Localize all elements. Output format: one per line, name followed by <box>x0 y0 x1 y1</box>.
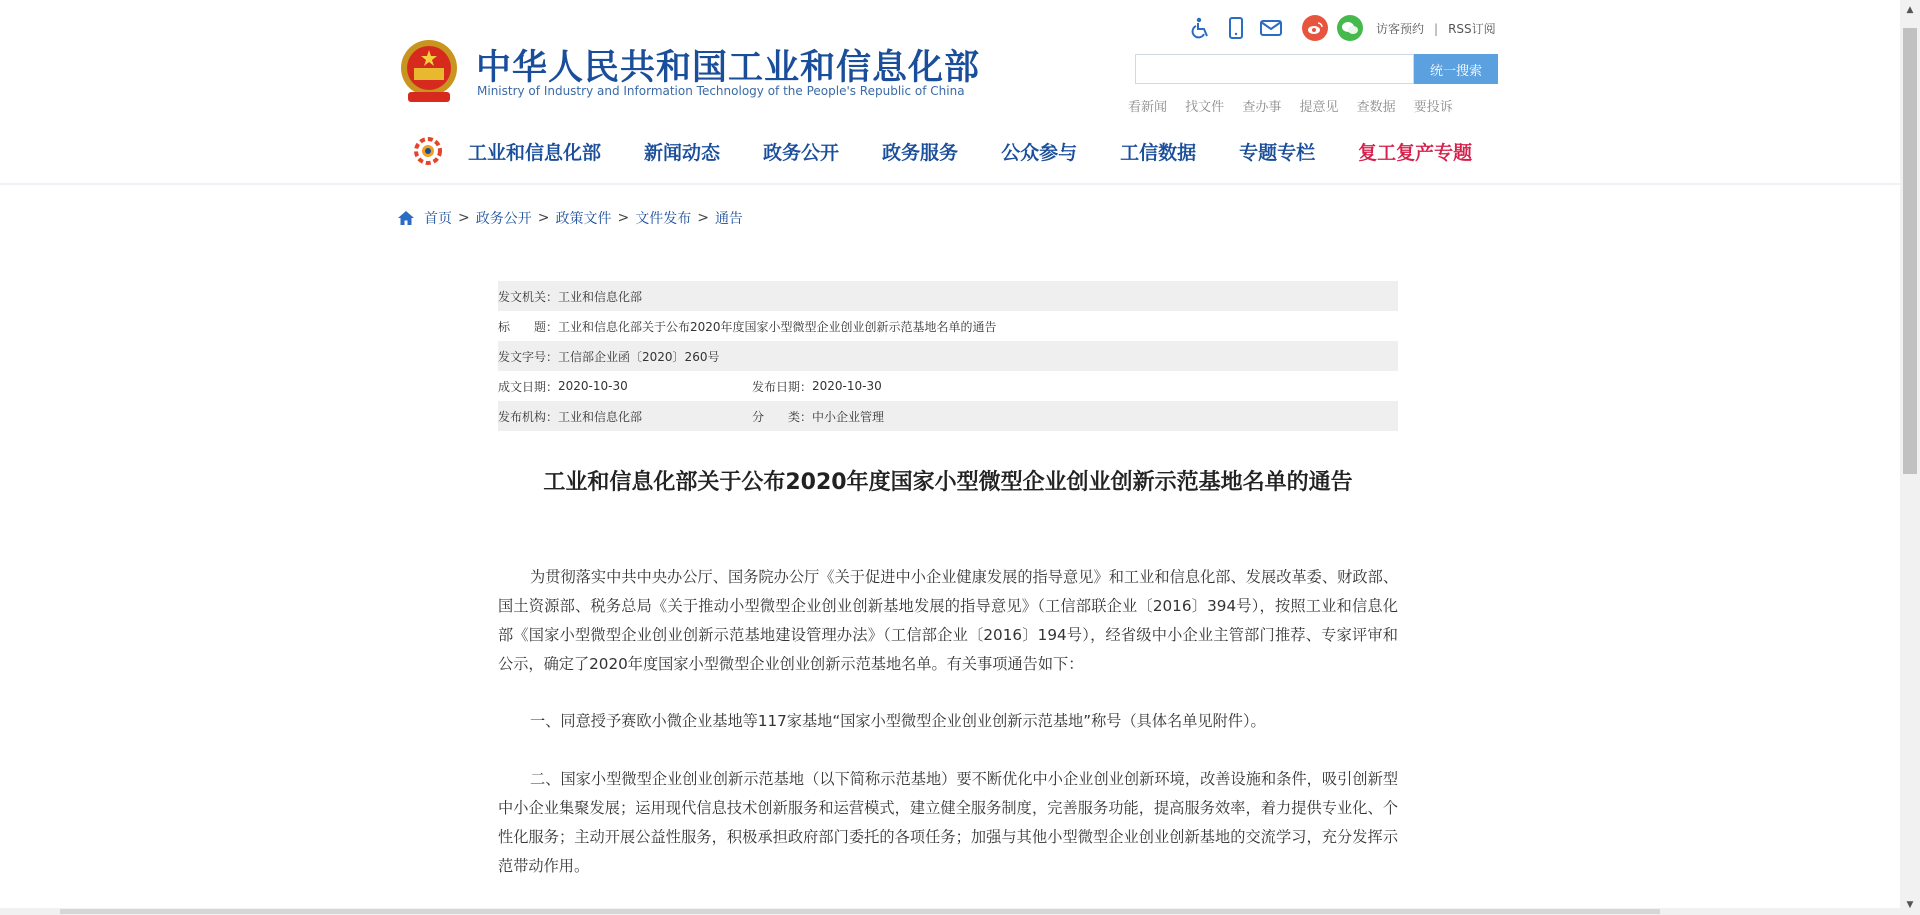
meta-cell <box>752 371 882 401</box>
top-links <box>1376 20 1496 37</box>
meta-value: 中小企业管理 <box>812 409 885 424</box>
mail-icon[interactable] <box>1258 15 1284 41</box>
meta-row-issuer <box>498 281 1398 311</box>
meta-label: 发布机构： <box>498 409 559 424</box>
meta-value: 工信部企业函〔2020〕260号 <box>558 349 720 364</box>
nav-item-ministry[interactable]: 工业和信息化部 <box>468 141 602 164</box>
meta-label: 发文字号： <box>498 349 559 364</box>
nav-item-topics[interactable]: 专题专栏 <box>1239 141 1316 164</box>
quick-link-files[interactable]: 找文件 <box>1185 100 1225 115</box>
wechat-icon[interactable] <box>1337 15 1363 41</box>
mobile-icon[interactable] <box>1223 15 1249 41</box>
meta-label: 成文日期： <box>498 379 559 394</box>
main-nav <box>412 134 1515 168</box>
meta-cell <box>752 401 884 431</box>
nav-item-public[interactable]: 公众参与 <box>1001 141 1078 164</box>
quick-link-services[interactable]: 查办事 <box>1242 100 1282 115</box>
meta-cell <box>498 401 642 431</box>
meta-row-docno <box>498 341 1398 371</box>
meta-label: 标 题： <box>498 319 559 334</box>
meta-value: 工业和信息化部 <box>558 409 643 424</box>
article-paragraph: 为贯彻落实中共中央办公厅、国务院办公厅《关于促进中小企业健康发展的指导意见》和工业和信息化部、发展改革委、财政部、国土资源部、税务总局《关于推动小型微型企业创业创新基地发展的指导意见》（工信部联企业〔2016〕394号），按照工业和信息化部《国家小型微型企业创业创新示范基地建设管理办法》（工信部企业〔2016〕194号），经省级中小企业主管部门推荐、专家评审和公示，确定了2020年度国家小型微型企业创业创新示范基地名单。有关事项通告如下： <box>498 568 1398 673</box>
meta-value: 2020-10-30 <box>558 379 628 393</box>
breadcrumb-gov-affairs[interactable]: 政务公开 <box>475 211 532 227</box>
breadcrumb-home[interactable]: 首页 <box>424 211 452 227</box>
meta-row-agency <box>498 401 1398 431</box>
rss-link[interactable]: RSS订阅 <box>1448 22 1496 36</box>
site-title[interactable]: 中华人民共和国工业和信息化部 <box>476 48 981 88</box>
document-meta-table <box>498 281 1398 431</box>
national-emblem-icon[interactable] <box>398 38 460 106</box>
horizontal-scrollbar[interactable] <box>0 908 1900 915</box>
gear-logo-icon[interactable] <box>412 135 444 167</box>
meta-label: 发文机关： <box>498 289 559 304</box>
meta-row-title <box>498 311 1398 341</box>
meta-value: 工业和信息化部关于公布2020年度国家小型微型企业创业创新示范基地名单的通告 <box>558 319 997 334</box>
breadcrumb-separator: > <box>697 210 709 226</box>
meta-value: 2020-10-30 <box>812 379 882 393</box>
breadcrumb-separator: > <box>537 210 550 226</box>
breadcrumb-policy[interactable]: 政策文件 <box>555 211 612 227</box>
horizontal-scrollbar-thumb[interactable] <box>60 909 1660 914</box>
breadcrumb-separator: > <box>458 210 470 226</box>
meta-cell <box>498 341 719 371</box>
search-input[interactable] <box>1135 54 1414 84</box>
nav-item-gov-affairs[interactable]: 政务公开 <box>763 141 840 164</box>
site-subtitle: Ministry of Industry and Information Technology of the People's Republic of China <box>477 84 965 98</box>
scroll-up-arrow-icon[interactable]: ▲ <box>1906 5 1914 15</box>
quick-link-data[interactable]: 查数据 <box>1356 100 1396 115</box>
meta-value: 工业和信息化部 <box>558 289 643 304</box>
nav-item-gov-services[interactable]: 政务服务 <box>882 141 959 164</box>
breadcrumb <box>398 208 743 228</box>
meta-label: 分 类： <box>752 409 813 424</box>
search-button[interactable]: 统一搜索 <box>1414 54 1498 84</box>
accessibility-icon[interactable] <box>1188 15 1214 41</box>
quick-link-feedback[interactable]: 提意见 <box>1299 100 1339 115</box>
vertical-scrollbar[interactable] <box>1900 0 1920 915</box>
top-links-separator: | <box>1434 22 1439 36</box>
meta-label: 发布日期： <box>752 379 813 394</box>
meta-row-dates <box>498 371 1398 401</box>
home-icon[interactable] <box>398 211 414 225</box>
quick-links <box>1128 96 1467 115</box>
nav-item-data[interactable]: 工信数据 <box>1120 141 1197 164</box>
visitor-appointment-link[interactable]: 访客预约 <box>1376 22 1425 36</box>
meta-cell <box>498 371 628 401</box>
meta-cell <box>498 311 997 341</box>
article-title: 工业和信息化部关于公布2020年度国家小型微型企业创业创新示范基地名单的通告 <box>543 470 1353 495</box>
nav-item-news[interactable]: 新闻动态 <box>644 141 721 164</box>
quick-link-news[interactable]: 看新闻 <box>1128 100 1168 115</box>
breadcrumb-notice[interactable]: 通告 <box>714 211 743 227</box>
article-paragraph: 一、同意授予赛欧小微企业基地等117家基地“国家小型微型企业创业创新示范基地”称号（具体名单见附件）。 <box>530 712 1266 730</box>
header-divider <box>0 183 1900 185</box>
weibo-icon[interactable] <box>1302 15 1328 41</box>
breadcrumb-publish[interactable]: 文件发布 <box>635 211 692 227</box>
top-icon-bar <box>1188 14 1372 42</box>
scrollbar-thumb[interactable] <box>1903 28 1917 474</box>
breadcrumb-separator: > <box>617 210 630 226</box>
scroll-down-arrow-icon[interactable]: ▼ <box>1906 900 1914 910</box>
article-paragraph: 二、国家小型微型企业创业创新示范基地（以下简称示范基地）要不断优化中小企业创业创新环境，改善设施和条件，吸引创新型中小企业集聚发展；运用现代信息技术创新服务和运营模式，建立健全服务制度，完善服务功能，提高服务效率，着力提供专业化、个性化服务；主动开展公益性服务，积极承担政府部门委托的各项任务；加强与其他小型微型企业创业创新基地的交流学习，充分发挥示范带动作用。 <box>498 770 1398 875</box>
nav-item-resumption[interactable]: 复工复产专题 <box>1358 141 1473 164</box>
quick-link-complaint[interactable]: 要投诉 <box>1413 100 1453 115</box>
meta-cell <box>498 281 642 311</box>
